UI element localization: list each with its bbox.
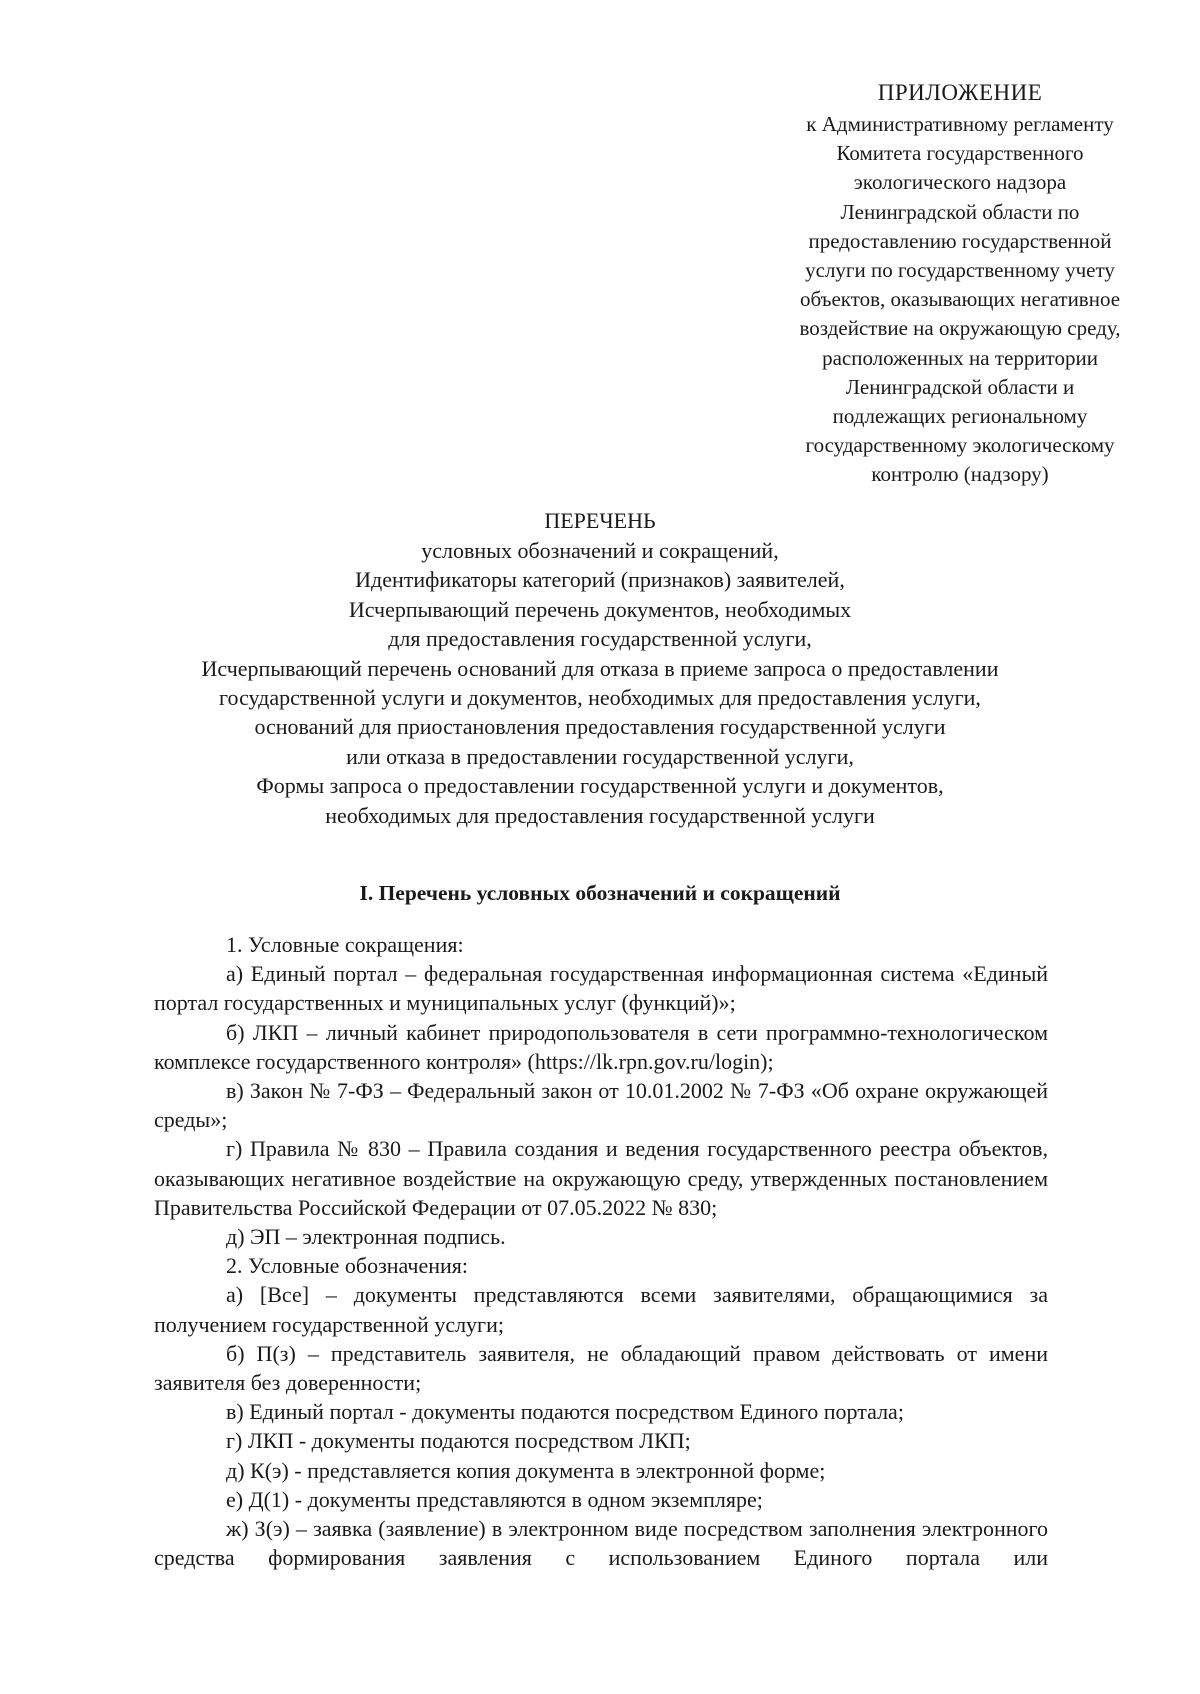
title-line: для предоставления государственной услуги, xyxy=(388,626,812,652)
document-title: ПЕРЕЧЕНЬ xyxy=(544,508,656,533)
paragraph: 2. Условные обозначения: xyxy=(226,1253,469,1279)
appendix-line: предоставлению государственной xyxy=(808,228,1112,253)
appendix-line: объектов, оказывающих негативное xyxy=(799,287,1121,312)
title-line: оснований для приостановления предоставления государственной услуги xyxy=(254,714,946,740)
title-line: или отказа в предоставлении государственной услуги, xyxy=(346,743,854,769)
appendix-line: Ленинградской области и xyxy=(845,374,1075,399)
paragraph: а) Единый портал – федеральная государственная информационная система «Единый портал государственных и муниципальных услуг (функций)»; xyxy=(154,961,1048,1016)
paragraph: г) Правила № 830 – Правила создания и ведения государственного реестра объектов, оказывающих негативное воздействие на окружающую среду, утвержденных постановлением Правительства Российской Федерации от 07.05.2022 № 830; xyxy=(154,1136,1048,1220)
paragraph: 1. Условные сокращения: xyxy=(226,932,464,957)
paragraph: б) ЛКП – личный кабинет природопользователя в сети программно-технологическом комплексе государственного контроля» (https://lk.rpn.gov.ru/login); xyxy=(154,1019,1048,1074)
title-line: Исчерпывающий перечень документов, необходимых xyxy=(348,596,852,622)
appendix-line: воздействие на окружающую среду, xyxy=(799,316,1121,341)
title-line: условных обозначений и сокращений, xyxy=(421,538,779,563)
appendix-line: Ленинградской области по xyxy=(840,199,1080,224)
paragraph: г) ЛКП - документы подаются посредством ЛКП; xyxy=(226,1428,691,1454)
appendix-line: услуги по государственному учету xyxy=(805,258,1115,283)
document-title-block xyxy=(140,506,1060,830)
appendix-title: ПРИЛОЖЕНИЕ xyxy=(877,80,1043,105)
appendix-line: к Административному регламенту xyxy=(806,112,1114,136)
appendix-block xyxy=(760,76,1160,490)
title-line: государственной услуги и документов, необходимых для предоставления услуги, xyxy=(219,685,981,711)
appendix-line: расположенных на территории xyxy=(822,345,1098,370)
title-line: Исчерпывающий перечень оснований для отказа в приеме запроса о предоставлении xyxy=(201,655,999,681)
section-heading: I. Перечень условных обозначений и сокращений xyxy=(359,881,841,905)
paragraph: е) Д(1) - документы представляются в одном экземпляре; xyxy=(226,1486,763,1512)
title-line: необходимых для предоставления государственной услуги xyxy=(325,802,875,828)
appendix-line: подлежащих региональному xyxy=(832,404,1088,429)
paragraph: д) К(э) - представляется копия документа в электронной форме; xyxy=(226,1457,826,1483)
paragraph: ж) З(э) – заявка (заявление) в электронном виде посредством заполнения электронного средства формирования заявления с использованием Единого портала или xyxy=(154,1516,1048,1571)
paragraph: в) Единый портал - документы подаются посредством Единого портала; xyxy=(226,1399,904,1425)
appendix-line: государственному экологическому xyxy=(805,433,1115,458)
title-line: Идентификаторы категорий (признаков) заявителей, xyxy=(355,567,845,593)
appendix-line: контролю (надзору) xyxy=(871,462,1049,487)
appendix-line: экологического надзора xyxy=(853,170,1067,195)
paragraph: д) ЭП – электронная подпись. xyxy=(226,1224,506,1250)
title-line: Формы запроса о предоставлении государственной услуги и документов, xyxy=(256,773,944,799)
paragraph: в) Закон № 7-ФЗ – Федеральный закон от 10.01.2002 № 7-ФЗ «Об охране окружающей среды»; xyxy=(154,1078,1048,1133)
paragraph: а) [Все] – документы представляются всеми заявителями, обращающимися за получением государственной услуги; xyxy=(154,1282,1048,1337)
appendix-line: Комитета государственного xyxy=(836,141,1084,166)
paragraph: б) П(з) – представитель заявителя, не обладающий правом действовать от имени заявителя без доверенности; xyxy=(154,1340,1048,1396)
body-text xyxy=(154,930,1048,1572)
